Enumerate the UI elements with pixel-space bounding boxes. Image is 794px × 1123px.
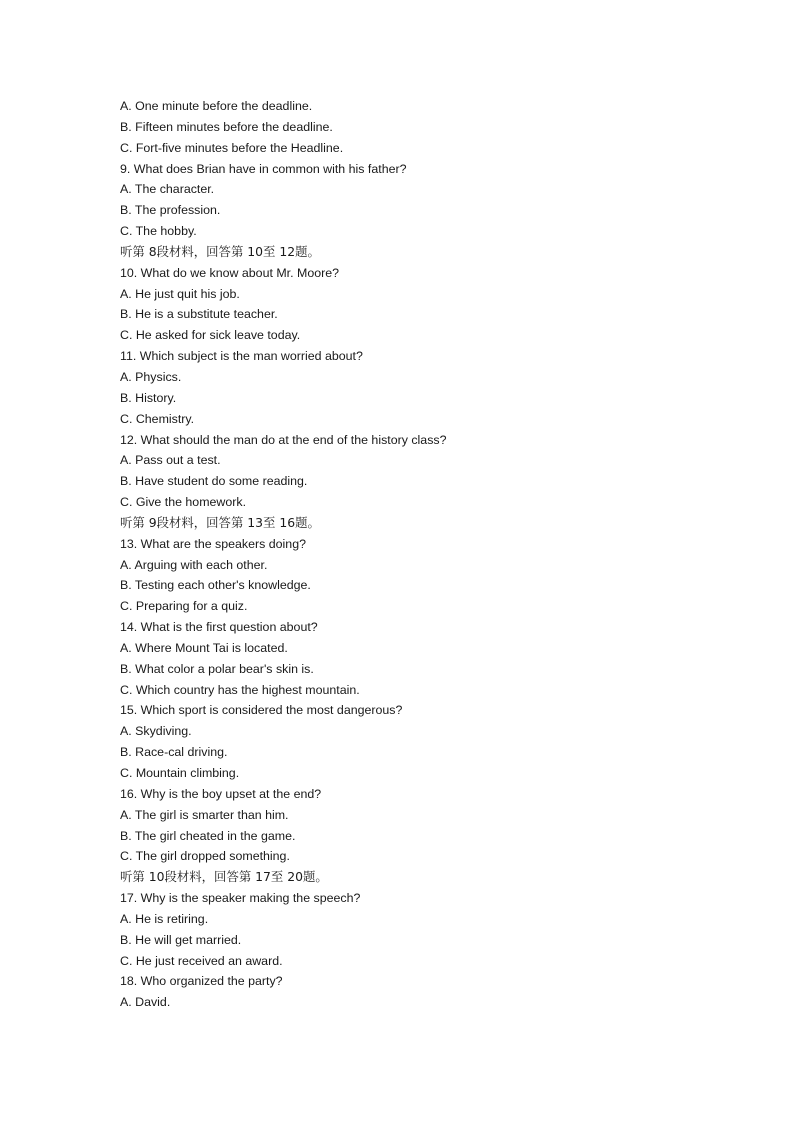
option-line: A. The girl is smarter than him. — [120, 807, 289, 822]
option-line: A. Arguing with each other. — [120, 557, 268, 572]
option-line: C. The hobby. — [120, 224, 197, 239]
question-line: 9. What does Brian have in common with his father? — [120, 161, 407, 176]
option-line: A. Where Mount Tai is located. — [120, 640, 288, 655]
question-line: 12. What should the man do at the end of the history class? — [120, 432, 447, 447]
option-line: C. Preparing for a quiz. — [120, 599, 248, 614]
option-line: A. Skydiving. — [120, 724, 192, 739]
option-line: C. Fort-five minutes before the Headline. — [120, 140, 344, 155]
option-line: C. The girl dropped something. — [120, 849, 290, 864]
option-line: B. What color a polar bear's skin is. — [120, 661, 314, 676]
option-line: B. History. — [120, 390, 177, 405]
option-line: B. The girl cheated in the game. — [120, 828, 296, 843]
option-line: A. One minute before the deadline. — [120, 99, 313, 113]
option-line: B. Testing each other's knowledge. — [120, 578, 311, 593]
question-line: 17. Why is the speaker making the speech? — [120, 891, 361, 906]
option-line: C. Which country has the highest mountain. — [120, 682, 360, 697]
question-line: 16. Why is the boy upset at the end? — [120, 786, 322, 801]
option-line: B. Have student do some reading. — [120, 474, 308, 489]
option-line: B. Fifteen minutes before the deadline. — [120, 119, 333, 134]
section-heading: 听第 8段材料，回答第 10至 12题。 — [120, 243, 320, 259]
section-heading: 听第 9段材料，回答第 13至 16题。 — [120, 514, 320, 530]
option-line: C. He just received an award. — [120, 953, 283, 968]
option-line: A. Physics. — [120, 369, 182, 384]
question-line: 11. Which subject is the man worried about? — [120, 349, 363, 364]
option-line: B. The profession. — [120, 203, 221, 218]
option-line: B. Race-cal driving. — [120, 745, 228, 760]
option-line: A. The character. — [120, 182, 215, 197]
option-line: A. Pass out a test. — [120, 453, 221, 468]
option-line: B. He is a substitute teacher. — [120, 307, 278, 322]
question-line: 13. What are the speakers doing? — [120, 536, 306, 551]
question-line: 14. What is the first question about? — [120, 620, 318, 635]
question-list — [120, 96, 720, 1013]
option-line: B. He will get married. — [120, 932, 242, 947]
option-line: A. He is retiring. — [120, 911, 209, 926]
option-line: A. He just quit his job. — [120, 286, 240, 301]
option-line: C. Mountain climbing. — [120, 766, 240, 780]
question-line: 10. What do we know about Mr. Moore? — [120, 265, 340, 280]
option-line: C. He asked for sick leave today. — [120, 328, 301, 343]
question-line: 18. Who organized the party? — [120, 974, 283, 989]
option-line: C. Give the homework. — [120, 495, 247, 510]
option-line: C. Chemistry. — [120, 411, 195, 426]
option-line: A. David. — [120, 995, 171, 1010]
question-line: 15. Which sport is considered the most dangerous? — [120, 703, 403, 718]
section-heading: 听第 10段材料，回答第 17至 20题。 — [120, 869, 328, 885]
